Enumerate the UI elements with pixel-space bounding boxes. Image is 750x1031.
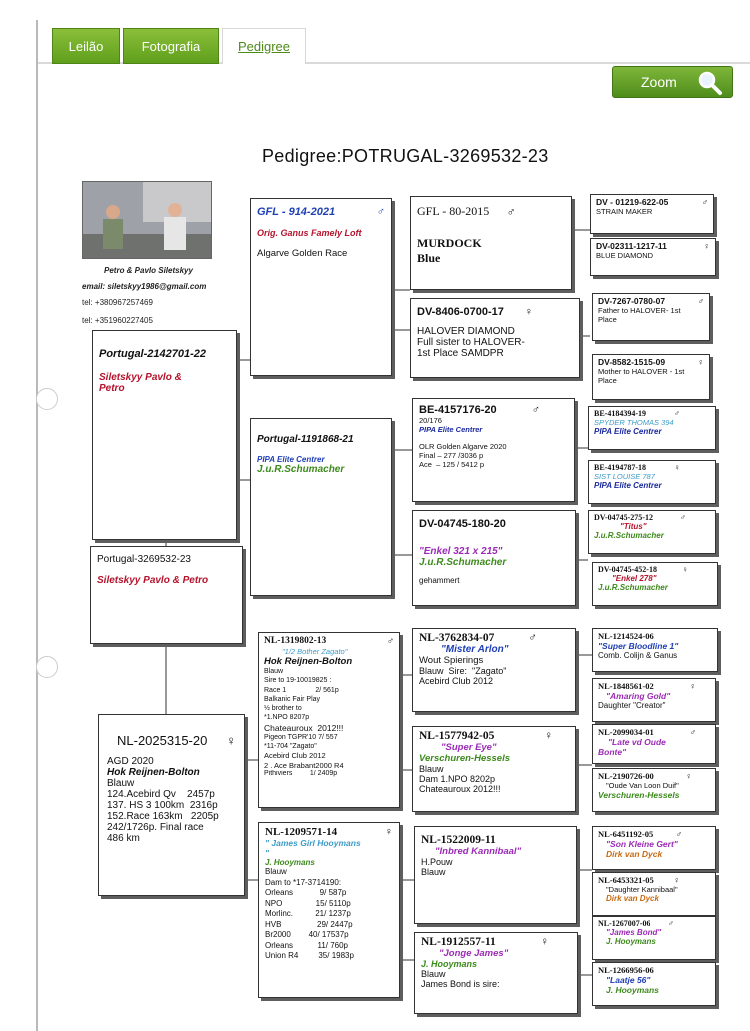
h10-line2: Daughter "Creator": [598, 701, 666, 710]
mf-detail-9: *11-704 "Zagato": [264, 743, 317, 751]
g3-line3: OLR Golden Algarve 2020: [419, 442, 507, 451]
g1-line2: Blue: [417, 251, 441, 265]
h12-line2: Verschuren-Hessels: [598, 790, 680, 800]
g1-sex-icon: ♂: [506, 205, 516, 219]
mother-ring: NL-2025315-20: [117, 733, 208, 748]
g8-sex-icon: ♀: [540, 936, 549, 948]
h3-header: [598, 296, 704, 306]
fm-ring: Portugal-1191868-21: [257, 434, 354, 445]
mm-detail-4: NPO 15/ 5110p: [265, 898, 351, 908]
mm-line1: " James Girl Hooymans: [265, 838, 361, 848]
h12-sex-icon: ♀: [685, 771, 692, 781]
h7-line2: J.u.R.Schumacher: [594, 531, 664, 540]
h9-line1: "Super Bloodline 1": [598, 641, 679, 651]
h6-ring: BE-4194787-18: [594, 463, 646, 472]
h3-sex-icon: ♂: [697, 296, 704, 306]
mother-header: [107, 733, 236, 748]
g1-card[interactable]: [410, 196, 572, 290]
h10-card[interactable]: [592, 678, 716, 722]
g3-card[interactable]: [412, 398, 575, 502]
h14-ring: NL-6453321-05: [598, 875, 654, 885]
g2-line2: Full sister to HALOVER-: [417, 337, 525, 348]
h15-ring: NL-1267007-06: [598, 919, 651, 928]
h13-sex-icon: ♂: [675, 829, 682, 839]
g8-header: [421, 936, 571, 948]
g2-line3: 1st Place SAMDPR: [417, 348, 504, 359]
owner-names: Petro & Pavlo Siletskyy: [104, 266, 193, 275]
tab-pedigree[interactable]: Pedigree: [222, 28, 306, 64]
ff-header: [257, 206, 385, 218]
h6-line1: SIST LOUISE 787: [594, 472, 655, 481]
punch-hole-top: [36, 388, 58, 410]
mm-ring: NL-1209571-14: [265, 826, 338, 838]
mf-detail-4: Balkanic Fair Play: [264, 695, 321, 703]
mother-line3: Blauw: [107, 778, 135, 789]
h1-header: [596, 197, 708, 207]
mf-detail-11: 2 . Ace Brabant2000 R4: [264, 760, 344, 770]
mother-line2: Hok Reijnen-Bolton: [107, 767, 200, 778]
h8-line2: J.u.R.Schumacher: [598, 583, 668, 592]
g7-card[interactable]: [414, 826, 577, 924]
mm-sex-icon: ♀: [384, 826, 393, 838]
h13-line1: "Son Kleine Gert": [606, 839, 678, 849]
mf-detail-3: Race 1 2/ 561p: [264, 686, 339, 694]
h11-ring: NL-2099034-01: [598, 727, 654, 737]
h13-line2: Dirk van Dyck: [606, 849, 663, 859]
g5-sex-icon: ♂: [528, 632, 537, 644]
ff-line1: Orig. Ganus Famely Loft: [257, 228, 362, 238]
g4-ring: DV-04745-180-20: [419, 518, 506, 530]
h14-line1: "Daughter Kannibaal": [606, 885, 678, 894]
zoom-label: Zoom: [641, 74, 677, 90]
h4-header: [598, 357, 704, 367]
subject-ring: Portugal-3269532-23: [97, 554, 191, 565]
g4-line3: gehammert: [419, 576, 460, 585]
g8-card[interactable]: [414, 932, 578, 1014]
h11-line2: Bonte": [598, 747, 627, 757]
h10-header: [598, 681, 710, 691]
g8-line1: "Jonge James": [439, 948, 509, 959]
h2-ring: DV-02311-1217-11: [596, 241, 667, 251]
g1-header: [417, 204, 565, 222]
mm-detail-2: Dam to *17-3714190:: [265, 877, 342, 887]
g6-card[interactable]: [412, 726, 576, 812]
h14-line2: Dirk van Dyck: [606, 894, 659, 903]
h4-line2: Place: [598, 376, 617, 385]
g5-line1: "Mister Arlon": [441, 644, 509, 655]
ff-card[interactable]: [250, 198, 392, 376]
h12-card[interactable]: [592, 768, 716, 812]
g3-line5: Ace – 125 / 5412 p: [419, 460, 485, 469]
mm-detail-5: Morlinc. 21/ 1237p: [265, 909, 351, 918]
h11-card[interactable]: [592, 724, 716, 764]
g2-ring: DV-8406-0700-17: [417, 306, 504, 318]
g7-line3: Blauw: [421, 867, 446, 877]
punch-hole-bottom: [36, 656, 58, 678]
ff-line2: Algarve Golden Race: [257, 248, 348, 259]
h2-line1: BLUE DIAMOND: [596, 251, 654, 260]
h3-card[interactable]: [592, 293, 710, 341]
h16-line1: "Laatje 56": [606, 975, 651, 985]
mf-detail-10: Acebird Club 2012: [264, 751, 326, 761]
h15-header: [598, 919, 710, 928]
g5-header: [419, 632, 569, 644]
g7-line2: H.Pouw: [421, 857, 453, 867]
h5-header: [594, 409, 710, 418]
g2-header: [417, 306, 573, 318]
h6-sex-icon: ♀: [674, 463, 680, 472]
h8-sex-icon: ♀: [682, 565, 688, 574]
g3-ring: BE-4157176-20: [419, 404, 497, 416]
mm-detail-1: Blauw: [265, 867, 287, 876]
h2-sex-icon: ♀: [703, 241, 710, 251]
h4-ring: DV-8582-1515-09: [598, 357, 666, 367]
page-title: Pedigree:POTRUGAL-3269532-23: [262, 146, 549, 166]
h10-sex-icon: ♀: [689, 681, 696, 691]
tab-leilao[interactable]: Leilão: [52, 28, 120, 64]
g4-line2: J.u.R.Schumacher: [419, 557, 507, 568]
mf-sex-icon: ♂: [386, 636, 394, 647]
h14-sex-icon: ♀: [673, 875, 680, 885]
mf-detail-1: Blauw: [264, 668, 284, 675]
mm-header: [265, 826, 393, 838]
g6-header: [419, 730, 569, 742]
g1-line1: MURDOCK: [417, 236, 482, 250]
subject-card[interactable]: [90, 546, 243, 644]
h9-card[interactable]: [592, 628, 718, 672]
h6-card[interactable]: [588, 460, 716, 504]
mother-card[interactable]: [98, 714, 245, 896]
g8-line3: Blauw: [421, 969, 446, 979]
h7-ring: DV-04745-275-12: [594, 513, 653, 522]
mf-line2: Hok Reijnen-Bolton: [264, 656, 353, 667]
mother-result-1: 124.Acebird Qv 2457p: [107, 789, 215, 800]
mf-card[interactable]: [258, 632, 400, 808]
h13-ring: NL-6451192-05: [598, 829, 654, 839]
h14-header: [598, 875, 710, 885]
fm-card[interactable]: [250, 418, 392, 596]
g6-line1: "Super Eye": [441, 742, 497, 753]
g5-card[interactable]: [412, 628, 576, 712]
mf-detail-6: *1.NPO 8207p: [264, 714, 310, 722]
mother-result-4: 242/1726p. Final race: [107, 822, 204, 833]
mm-detail-7: Br2000 40/ 17537p: [265, 930, 349, 939]
h1-card[interactable]: [590, 194, 714, 234]
h12-line1: "Oude Van Loon Duif": [606, 781, 679, 790]
mm-detail-6: HVB 29/ 2447p: [265, 919, 353, 929]
mm-line2: ": [265, 848, 270, 858]
h5-ring: BE-4184394-19: [594, 409, 646, 418]
g5-line3: Blauw Sire: "Zagato": [419, 666, 507, 676]
h10-ring: NL-1848561-02: [598, 681, 654, 691]
father-ring: Portugal-2142701-22: [99, 348, 206, 360]
mf-line1: "1/2 Bother Zagato": [282, 647, 348, 656]
h4-line1: Mother to HALOVER - 1st: [598, 367, 685, 376]
h7-header: [594, 513, 710, 522]
h8-ring: DV-04745-452-18: [598, 565, 657, 574]
h10-line1: "Amaring Gold": [606, 691, 671, 701]
h3-line1: Father to HALOVER- 1st: [598, 306, 681, 315]
g8-ring: NL-1912557-11: [421, 936, 496, 948]
h3-line2: Place: [598, 315, 617, 324]
g6-sex-icon: ♀: [544, 730, 553, 742]
mm-detail-8: Orleans 11/ 760p: [265, 940, 349, 950]
h16-line2: J. Hooymans: [606, 985, 659, 995]
h8-line1: "Enkel 278": [612, 574, 657, 583]
h1-line1: STRAIN MAKER: [596, 207, 653, 216]
mm-detail-3: Orleans 9/ 587p: [265, 888, 347, 897]
h5-line2: PIPA Elite Centrer: [594, 427, 662, 436]
ff-ring: GFL - 914-2021: [257, 206, 336, 218]
h14-card[interactable]: [592, 872, 716, 916]
g3-line4: Final – 277 /3036 p: [419, 451, 484, 460]
owner-tel-2: tel: +351960227405: [82, 316, 153, 325]
h8-card[interactable]: [592, 562, 718, 606]
h5-card[interactable]: [588, 406, 716, 450]
subject-breeder: Siletskyy Pavlo & Petro: [97, 575, 209, 586]
g1-ring: GFL - 80-2015: [417, 204, 490, 218]
h12-header: [598, 771, 710, 781]
mm-detail-9: Union R4 35/ 1983p: [265, 951, 354, 960]
h6-header: [594, 463, 710, 472]
mm-line3: J. Hooymans: [265, 858, 315, 867]
owner-tel-1: tel: +380967257469: [82, 298, 153, 307]
father-breeder-line1: Siletskyy Pavlo &: [99, 372, 182, 383]
g2-line1: HALOVER DIAMOND: [417, 326, 515, 337]
ff-sex-icon: ♂: [376, 206, 385, 218]
h4-card[interactable]: [592, 354, 710, 400]
h5-sex-icon: ♂: [674, 409, 680, 418]
h11-header: [598, 727, 710, 737]
g8-line4: James Bond is sire:: [421, 979, 500, 989]
mother-result-2: 137. HS 3 100km 2316p: [107, 800, 218, 811]
g5-line4: Acebird Club 2012: [419, 676, 494, 686]
mf-detail-8: Pigeon TGPR'10 7/ 557: [264, 733, 338, 741]
g7-line1: "Inbred Kannibaal": [435, 846, 522, 857]
h11-sex-icon: ♂: [689, 727, 696, 737]
g3-header: [419, 404, 568, 416]
h13-header: [598, 829, 710, 839]
fm-line2: J.u.R.Schumacher: [257, 464, 345, 475]
mf-detail-5: ½ brother to: [264, 705, 302, 713]
h9-line2: Comb. Colijn & Ganus: [598, 651, 678, 660]
g5-ring: NL-3762834-07: [419, 632, 495, 644]
h15-line1: "James Bond": [606, 928, 662, 937]
owners-photo: [82, 181, 212, 259]
h15-sex-icon: ♂: [668, 919, 674, 928]
h12-ring: NL-2190726-00: [598, 771, 654, 781]
g3-line1: 20/176: [419, 416, 442, 425]
mf-detail-12: Pithiviers 1/ 2409p: [264, 770, 338, 778]
mm-card[interactable]: [258, 822, 400, 998]
mother-result-5: 486 km: [107, 833, 140, 844]
g6-line3: Blauw: [419, 764, 444, 774]
h8-header: [598, 565, 712, 574]
h15-line2: J. Hooymans: [606, 937, 656, 946]
h4-sex-icon: ♀: [697, 357, 704, 367]
g6-line2: Verschuren-Hessels: [419, 753, 511, 764]
h2-header: [596, 241, 710, 251]
h9-ring: NL-1214524-06: [598, 631, 654, 641]
g8-line2: J. Hooymans: [421, 959, 478, 969]
h13-card[interactable]: [592, 826, 716, 870]
g4-line1: "Enkel 321 x 215": [419, 546, 503, 557]
g4-card[interactable]: [412, 510, 576, 606]
h2-card[interactable]: [590, 238, 716, 276]
h16-ring: NL-1266956-06: [598, 965, 654, 975]
fm-line1: PIPA Elite Centrer: [257, 455, 325, 464]
mf-ring: NL-1319802-13: [264, 636, 327, 646]
h16-card[interactable]: [592, 962, 716, 1006]
g2-sex-icon: ♀: [524, 306, 533, 318]
g6-line4: Dam 1.NPO 8202p: [419, 774, 496, 784]
owners-photo-image: [83, 182, 212, 259]
g6-line5: Chateauroux 2012!!!: [419, 784, 501, 794]
g6-ring: NL-1577942-05: [419, 730, 495, 742]
g3-sex-icon: ♂: [531, 404, 540, 416]
h3-ring: DV-7267-0780-07: [598, 296, 666, 306]
father-card[interactable]: [92, 330, 237, 540]
h5-line1: SPYDER THOMAS 394: [594, 418, 674, 427]
g7-ring: NL-1522009-11: [421, 834, 496, 846]
h7-card[interactable]: [588, 510, 716, 554]
owner-email: email: siletskyy1986@gmail.com: [82, 282, 207, 291]
h7-sex-icon: ♂: [680, 513, 686, 522]
h11-line1: "Late vd Oude: [608, 737, 666, 747]
h1-sex-icon: ♂: [701, 197, 708, 207]
h7-line1: "Titus": [620, 522, 647, 531]
h1-ring: DV - 01219-622-05: [596, 197, 669, 207]
g5-line2: Wout Spierings: [419, 655, 484, 666]
mother-result-3: 152.Race 163km 2205p: [107, 811, 219, 822]
mf-header: [264, 636, 394, 647]
father-breeder-line2: Petro: [99, 383, 125, 394]
g3-line2: PIPA Elite Centrer: [419, 425, 483, 434]
mother-line1: AGD 2020: [107, 756, 154, 767]
mother-sex-icon: ♀: [226, 733, 236, 748]
h6-line2: PIPA Elite Centrer: [594, 481, 662, 490]
tab-fotografia[interactable]: Fotografia: [123, 28, 219, 64]
mf-detail-2: Sire to 19-10019825 :: [264, 677, 332, 685]
mf-detail-7: Chateauroux 2012!!!: [264, 722, 344, 733]
h15-card[interactable]: [592, 916, 716, 960]
g2-card[interactable]: [410, 298, 580, 378]
